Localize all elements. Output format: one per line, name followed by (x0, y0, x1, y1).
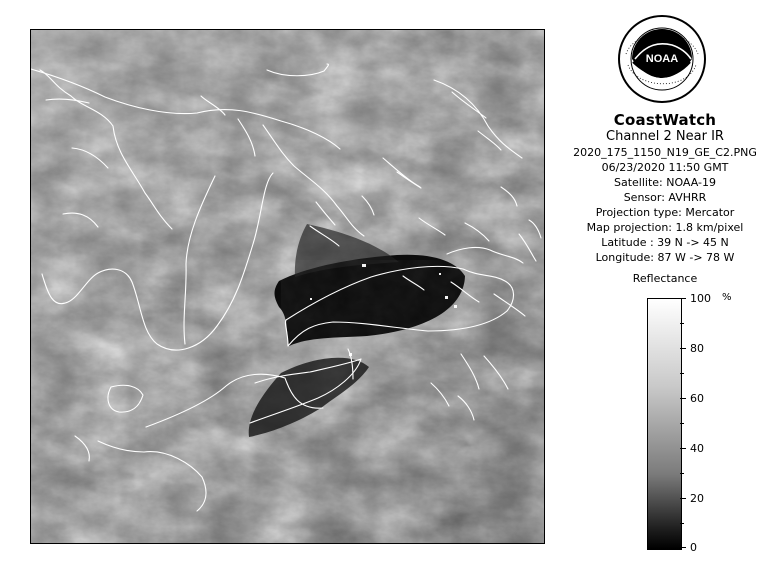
info-panel (560, 112, 770, 265)
brand-title: CoastWatch (613, 111, 717, 129)
colorbar-minor-tick (680, 473, 684, 474)
reflectance-colorbar (647, 298, 682, 550)
filename: 2020_175_1150_N19_GE_C2.PNG (573, 146, 757, 159)
sensor-info: Sensor: AVHRR (623, 191, 707, 204)
colorbar-tick-40 (680, 448, 686, 449)
colorbar-label-40: 40 (690, 442, 704, 455)
colorbar-tick-100 (680, 298, 686, 299)
colorbar-minor-tick (680, 523, 684, 524)
noaa-logo-icon (617, 14, 707, 104)
datetime: 06/23/2020 11:50 GMT (601, 161, 729, 174)
colorbar-label-100: 100 (690, 292, 711, 305)
colorbar-tick-60 (680, 398, 686, 399)
colorbar-label-80: 80 (690, 342, 704, 355)
longitude-range: Longitude: 87 W -> 78 W (595, 251, 735, 264)
projection-type: Projection type: Mercator (595, 206, 735, 219)
reflectance-label: Reflectance (632, 272, 698, 285)
colorbar-minor-tick (680, 323, 684, 324)
latitude-range: Latitude : 39 N -> 45 N (601, 236, 729, 249)
colorbar-tick-0 (680, 547, 686, 548)
map-projection: Map projection: 1.8 km/pixel (586, 221, 744, 234)
channel-title: Channel 2 Near IR (606, 129, 724, 144)
noaa-logo (617, 14, 707, 104)
colorbar-tick-80 (680, 348, 686, 349)
colorbar-tick-20 (680, 498, 686, 499)
colorbar-label-60: 60 (690, 392, 704, 405)
colorbar-label-0: 0 (690, 541, 697, 554)
logo-text: NOAA (645, 53, 679, 65)
colorbar-minor-tick (680, 373, 684, 374)
satellite-info: Satellite: NOAA-19 (613, 176, 717, 189)
colorbar-minor-tick (680, 423, 684, 424)
satellite-image-icon (31, 30, 544, 543)
satellite-map (30, 29, 545, 544)
reflectance-unit: % (722, 292, 732, 303)
colorbar-label-20: 20 (690, 492, 704, 505)
